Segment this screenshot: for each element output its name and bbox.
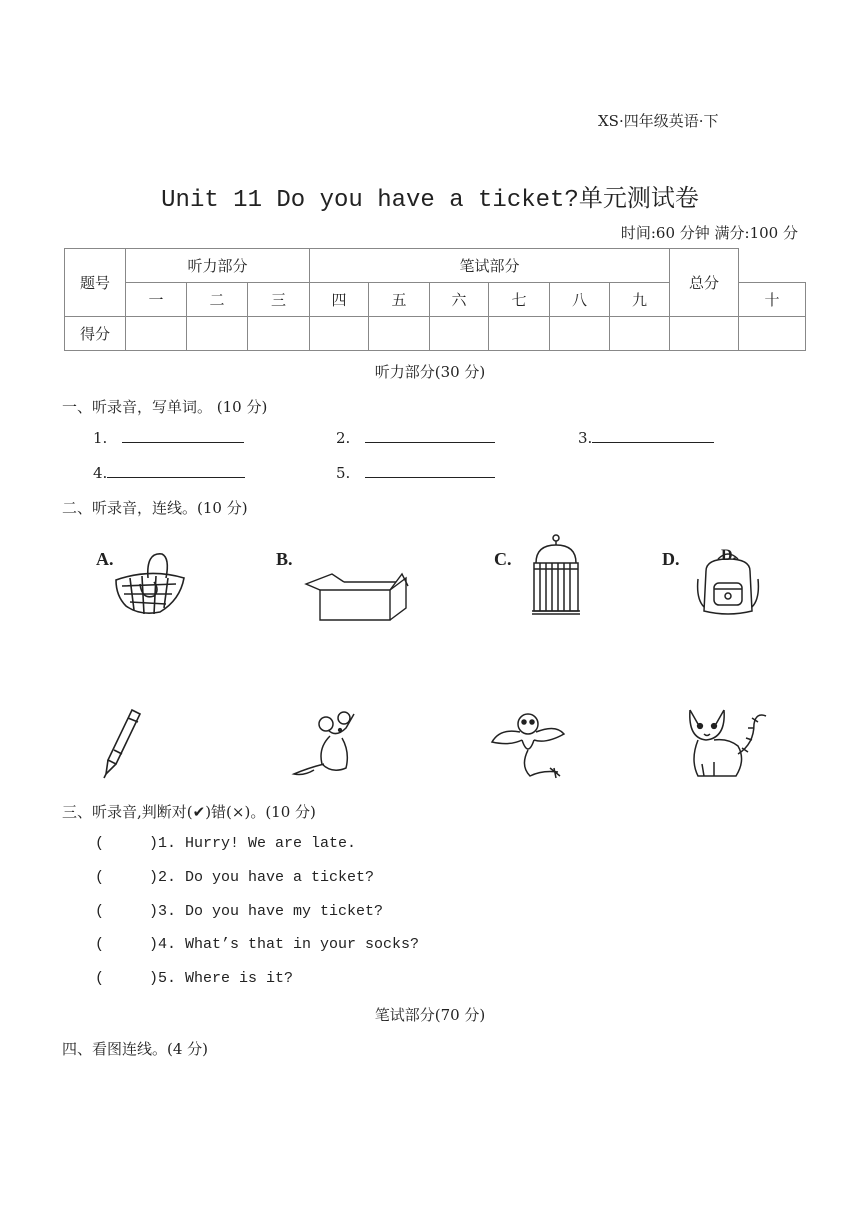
mouse-icon (288, 708, 364, 780)
label-d-duplicate: D. (721, 547, 737, 564)
label-c: C. (494, 549, 512, 569)
writing-section-title: 笔试部分(70 分) (374, 1006, 486, 1024)
tf-item-4: ( )4. What’s that in your socks? (95, 936, 420, 953)
score-cell[interactable] (670, 317, 739, 351)
answer-line[interactable] (592, 441, 714, 443)
col-8: 八 (550, 283, 610, 317)
score-cell[interactable] (248, 317, 310, 351)
pen-icon (100, 706, 144, 780)
col-4: 四 (310, 283, 369, 317)
answer-line[interactable] (122, 441, 244, 443)
birdcage-icon (530, 533, 582, 615)
header-tag: XS·四年级英语·下 (598, 112, 719, 130)
score-cell[interactable] (369, 317, 430, 351)
q2-heading: 二、听录音，连线。(10 分) (62, 499, 248, 517)
time-info: 时间:60 分钟 满分:100 分 (620, 224, 798, 242)
answer-line[interactable] (107, 476, 245, 478)
listening-header: 听力部分 (126, 249, 310, 283)
q1-item-3: 3. (578, 429, 714, 447)
col-2: 二 (187, 283, 248, 317)
tf-item-1: ( )1. Hurry! We are late. (95, 835, 357, 852)
q1-item-4: 4. (93, 464, 245, 482)
tf-item-2: ( )2. Do you have a ticket? (95, 869, 375, 886)
q1-heading: 一、听录音，写单词。 (10 分) (62, 398, 268, 416)
col-6: 六 (430, 283, 489, 317)
answer-line[interactable] (365, 476, 495, 478)
score-cell[interactable] (550, 317, 610, 351)
q1-item-2: 2. (336, 429, 495, 447)
score-cell[interactable] (187, 317, 248, 351)
tf-item-5: ( )5. Where is it? (95, 970, 294, 987)
backpack-icon (696, 549, 760, 619)
col-10: 十 (739, 283, 806, 317)
kite-icon (490, 706, 566, 782)
q1-item-5: 5. (336, 464, 495, 482)
label-b: B. (276, 549, 293, 569)
col-5: 五 (369, 283, 430, 317)
cat-icon (684, 704, 772, 780)
row-label: 题号 (65, 249, 126, 317)
answer-line[interactable] (365, 441, 495, 443)
label-d: D. (662, 549, 680, 569)
score-cell[interactable] (126, 317, 187, 351)
q1-item-1: 1. (93, 429, 244, 447)
box-icon (304, 570, 410, 622)
listening-section-title: 听力部分(30 分) (374, 363, 486, 381)
basket-icon (110, 550, 190, 620)
score-table (64, 248, 806, 351)
score-cell[interactable] (489, 317, 550, 351)
col-3: 三 (248, 283, 310, 317)
q4-heading: 四、看图连线。(4 分) (62, 1040, 209, 1058)
total-header: 总分 (670, 249, 739, 317)
writing-header: 笔试部分 (310, 249, 670, 283)
tf-item-3: ( )3. Do you have my ticket? (95, 903, 384, 920)
score-cell[interactable] (430, 317, 489, 351)
page-title: Unit 11 Do you have a ticket?单元测试卷 (161, 187, 699, 214)
score-cell[interactable] (739, 317, 806, 351)
label-a: A. (96, 549, 114, 569)
score-cell[interactable] (310, 317, 369, 351)
col-7: 七 (489, 283, 550, 317)
col-9: 九 (610, 283, 670, 317)
score-label: 得分 (65, 317, 126, 351)
score-cell[interactable] (610, 317, 670, 351)
col-1: 一 (126, 283, 187, 317)
q3-heading: 三、听录音,判断对(✔)错(×)。(10 分) (62, 803, 316, 821)
